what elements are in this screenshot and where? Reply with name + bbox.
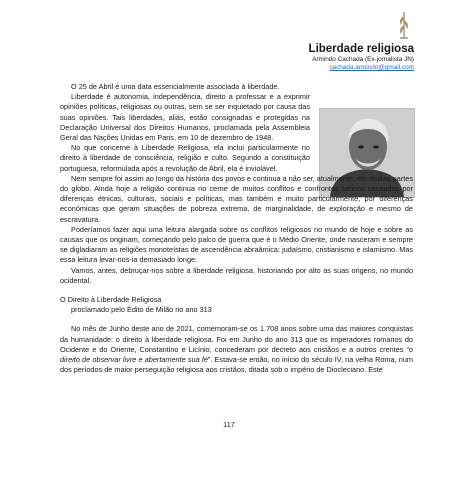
quoted-text: direito de observar livre e abertamente sua fé	[60, 355, 208, 365]
paragraph-text: No mês de Junho deste ano de 2021, comemoram-se os 1.708 anos sobre uma das maiores conquistas da humanidade: o direito à liberdade religiosa. Foi em Junho do ano 313 que os imperadores romanos do Ocidente e do Oriente, Constantino e Licínio, concederam por decreto aos cristãos e a outros crentes “o	[60, 324, 413, 354]
paragraph: No que concerne à Liberdade Religiosa, ela inclui particularmente no direito à liberdade de consciência, religião e culto. Segundo a constituição portuguesa, reformulada após a revolução de Abril, ela é inviolável.	[60, 143, 310, 173]
paragraph: Poderíamos fazer aqui uma leitura alargada sobre os conflitos religiosos no mundo de hoje e sobre as causas que os originam, começando pelo palco de guerra que é o Médio Oriente, onde nasceram e sempre se digladiaram as religiões monoteístas de ascendência abraâmica: judaísmo, cristianismo e islamismo. Mas essa leitura levar-nos-ia demasiado longe.	[60, 224, 413, 265]
paragraph	[60, 324, 413, 375]
paragraph: O 25 de Abril é uma data essencialmente associada à liberdade.	[71, 82, 280, 91]
paragraph: Liberdade é autonomia, independência, direito a professar e a exprimir opiniões políticas, religiosas ou outras, sem se ser inquietado por causa das suas opiniões. Tais liberdades, aliás, estão consignadas e protegidas na Declaração Universal dos Direitos Humanos, proclamada pela Assembleia Geral das Nações Unidas em Paris, em 10 de dezembro de 1948.	[60, 92, 310, 143]
paragraph: Vamos, antes, debruçar-nos sobre a liberdade religiosa, historiando por alto as suas origens, no mundo ocidental.	[60, 265, 413, 285]
paragraph: Nem sempre foi assim ao longo da história dos povos e continua a não ser, atualmente, em muitas partes do globo. Ainda hoje a religião continua no cerne de muitos conflitos e confrontos bélicos causados por diferenças étnicas, culturais, sociais e políticas, mas também e muito particularmente, por diferenças económicas que geram situações de pobreza extrema, de marginalidade, de exploração e mesmo de escravatura.	[60, 173, 413, 224]
section-subheading: proclamado pelo Édito de Milão no ano 313	[71, 305, 212, 315]
author-line: Armindo Cachada (Ex-jornalista JN)	[312, 56, 414, 63]
page-number: 117	[223, 420, 235, 429]
paragraph-text: ”. Estava-se então, no início do século IV, na velha Roma, num dos períodos de maior perseguição religiosa aos cristãos, ditada sob o império de Diocleciano. Este	[60, 355, 413, 375]
section-subheading: O Direito à Liberdade Religiosa	[60, 295, 162, 305]
article-title: Liberdade religiosa	[308, 43, 414, 55]
decorative-logo	[396, 10, 412, 40]
author-email-link[interactable]: cachada.armindo@gmail.com	[329, 64, 414, 71]
article-body	[60, 82, 413, 375]
article-header	[194, 42, 414, 72]
